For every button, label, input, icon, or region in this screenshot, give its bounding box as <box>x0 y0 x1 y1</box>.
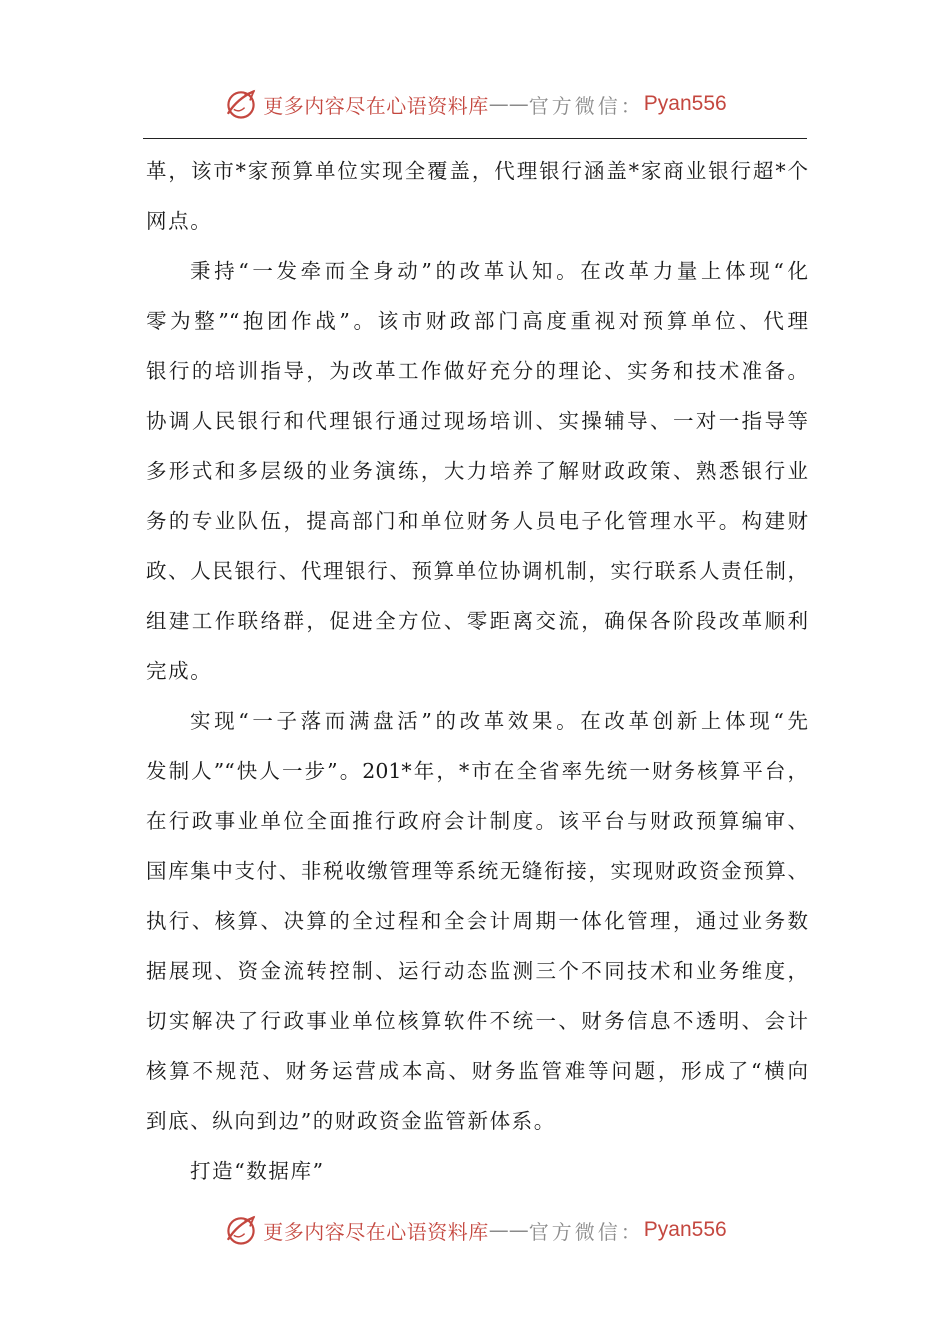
banner-main-text: 更多内容尽在心语资料库 <box>263 93 489 118</box>
text-line: 银行的培训指导，为改革工作做好充分的理论、实务和技术准备。 <box>146 359 808 383</box>
banner-dash: —— <box>488 1218 529 1242</box>
text-line: 协调人民银行和代理银行通过现场培训、实操辅导、一对一指导等 <box>146 409 808 433</box>
banner-main-text: 更多内容尽在心语资料库 <box>263 1219 489 1244</box>
text-line: 组建工作联络群，促进全方位、零距离交流，确保各阶段改革顺利 <box>146 609 808 633</box>
pen-logo-icon <box>223 1212 259 1248</box>
text-line: 执行、核算、决算的全过程和全会计周期一体化管理，通过业务数 <box>146 909 808 933</box>
text-line: 革，该市*家预算单位实现全覆盖，代理银行涵盖*家商业银行超*个 <box>146 159 808 183</box>
text-line: 务的专业队伍，提高部门和单位财务人员电子化管理水平。构建财 <box>146 509 808 533</box>
text-line: 多形式和多层级的业务演练，大力培养了解财政政策、熟悉银行业 <box>146 459 808 483</box>
section-heading: 打造“数据库” <box>190 1159 325 1183</box>
text-line: 完成。 <box>146 659 213 683</box>
text-line: 到底、纵向到边”的财政资金监管新体系。 <box>146 1109 556 1133</box>
text-line: 国库集中支付、非税收缴管理等系统无缝衔接，实现财政资金预算、 <box>146 859 808 883</box>
text-line: 发制人”“快人一步”。201*年，*市在全省率先统一财务核算平台， <box>146 759 808 783</box>
banner-wechat-label: 官方微信： <box>528 1219 644 1244</box>
text-line: 网点。 <box>146 209 213 233</box>
text-line: 切实解决了行政事业单位核算软件不统一、财务信息不透明、会计 <box>146 1009 808 1033</box>
banner-wechat-id: Pyan556 <box>643 1218 727 1241</box>
header-divider <box>143 138 807 139</box>
text-line: 政、人民银行、代理银行、预算单位协调机制，实行联系人责任制， <box>146 559 808 583</box>
banner-wechat-id: Pyan556 <box>643 92 727 115</box>
document-body <box>146 146 808 1196</box>
header-banner <box>0 84 950 124</box>
pen-logo-icon <box>223 86 259 122</box>
text-line: 零为整”“抱团作战”。该市财政部门高度重视对预算单位、代理 <box>146 309 808 333</box>
text-line: 据展现、资金流转控制、运行动态监测三个不同技术和业务维度， <box>146 959 808 983</box>
text-line: 核算不规范、财务运营成本高、财务监管难等问题，形成了“横向 <box>146 1059 808 1083</box>
banner-wechat-label: 官方微信： <box>528 93 644 118</box>
footer-banner <box>0 1210 950 1250</box>
paragraph-first-line: 秉持“一发牵而全身动”的改革认知。在改革力量上体现“化 <box>190 259 808 283</box>
text-line: 在行政事业单位全面推行政府会计制度。该平台与财政预算编审、 <box>146 809 808 833</box>
banner-dash: —— <box>488 92 529 116</box>
paragraph-first-line: 实现“一子落而满盘活”的改革效果。在改革创新上体现“先 <box>190 709 808 733</box>
